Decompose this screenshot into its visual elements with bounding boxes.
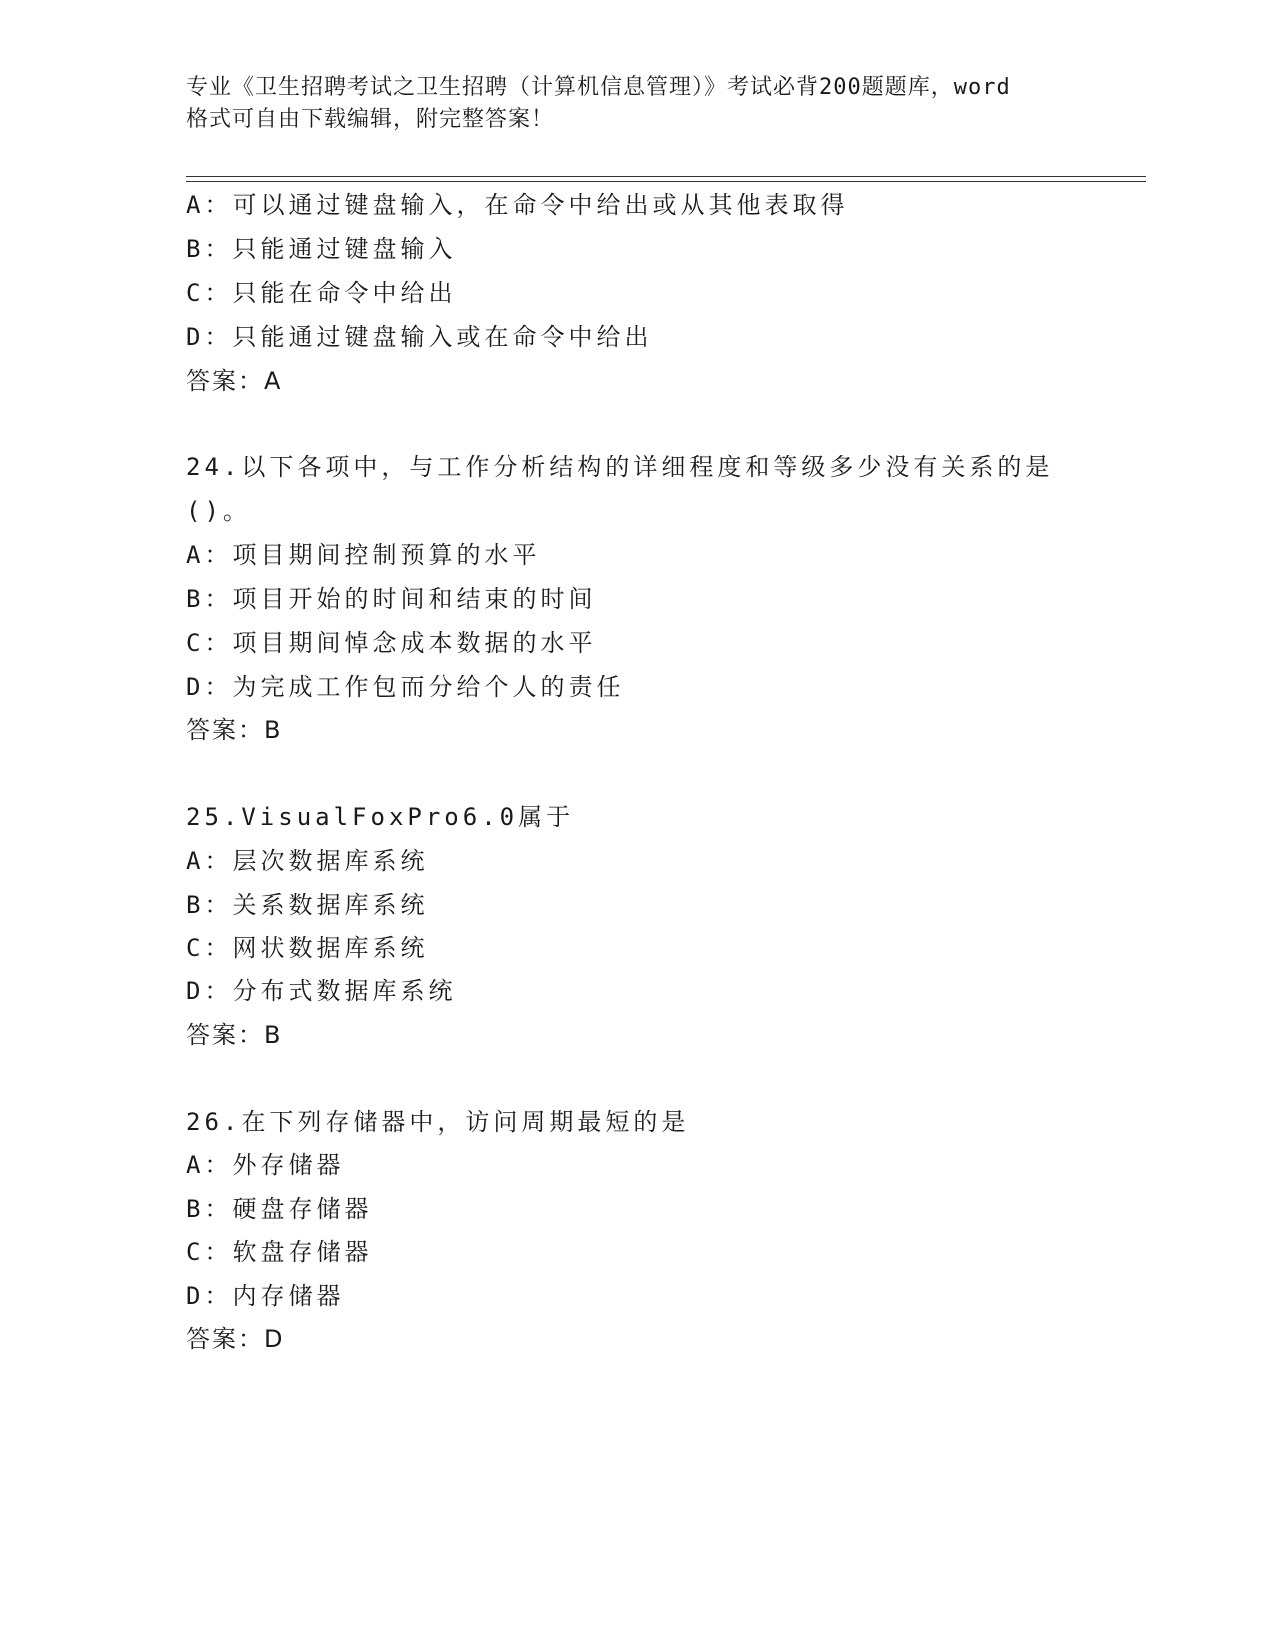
q26-question: 26.在下列存储器中，访问周期最短的是 — [186, 1108, 690, 1136]
q26-option-b: B：硬盘存储器 — [186, 1195, 373, 1223]
q25-option-d: D：分布式数据库系统 — [186, 977, 457, 1005]
q24-option-a: A：项目期间控制预算的水平 — [186, 541, 541, 569]
q25-answer: 答案：B — [186, 1021, 283, 1049]
q25-option-a: A：层次数据库系统 — [186, 847, 429, 875]
q24-question-line-1: 24.以下各项中，与工作分析结构的详细程度和等级多少没有关系的是 — [186, 453, 1054, 481]
header-line-2: 格式可自由下载编辑，附完整答案！ — [186, 107, 555, 132]
q23-option-b: B：只能通过键盘输入 — [186, 235, 457, 263]
header-divider-top — [186, 176, 1146, 177]
q24-option-c: C：项目期间悼念成本数据的水平 — [186, 629, 597, 657]
q23-option-d: D：只能通过键盘输入或在命令中给出 — [186, 323, 653, 351]
q26-option-a: A：外存储器 — [186, 1151, 345, 1179]
q24-question-line-2: ()。 — [186, 497, 251, 525]
q25-question: 25.VisualFoxPro6.0属于 — [186, 803, 575, 831]
document-header — [186, 72, 1106, 136]
q23-option-c: C：只能在命令中给出 — [186, 279, 457, 307]
q23-option-a: A：可以通过键盘输入，在命令中给出或从其他表取得 — [186, 191, 849, 219]
q26-option-c: C：软盘存储器 — [186, 1238, 373, 1266]
q26-answer: 答案：D — [186, 1325, 285, 1353]
q25-option-b: B：关系数据库系统 — [186, 891, 429, 919]
q24-option-d: D：为完成工作包而分给个人的责任 — [186, 673, 625, 701]
header-line-1: 专业《卫生招聘考试之卫生招聘（计算机信息管理）》考试必背200题题库，word — [186, 75, 1011, 100]
q26-option-d: D：内存储器 — [186, 1282, 345, 1310]
q24-option-b: B：项目开始的时间和结束的时间 — [186, 585, 597, 613]
q24-answer: 答案：B — [186, 716, 283, 744]
q23-answer: 答案：A — [186, 367, 283, 395]
q25-option-c: C：网状数据库系统 — [186, 934, 429, 962]
header-divider-bottom — [186, 181, 1146, 182]
